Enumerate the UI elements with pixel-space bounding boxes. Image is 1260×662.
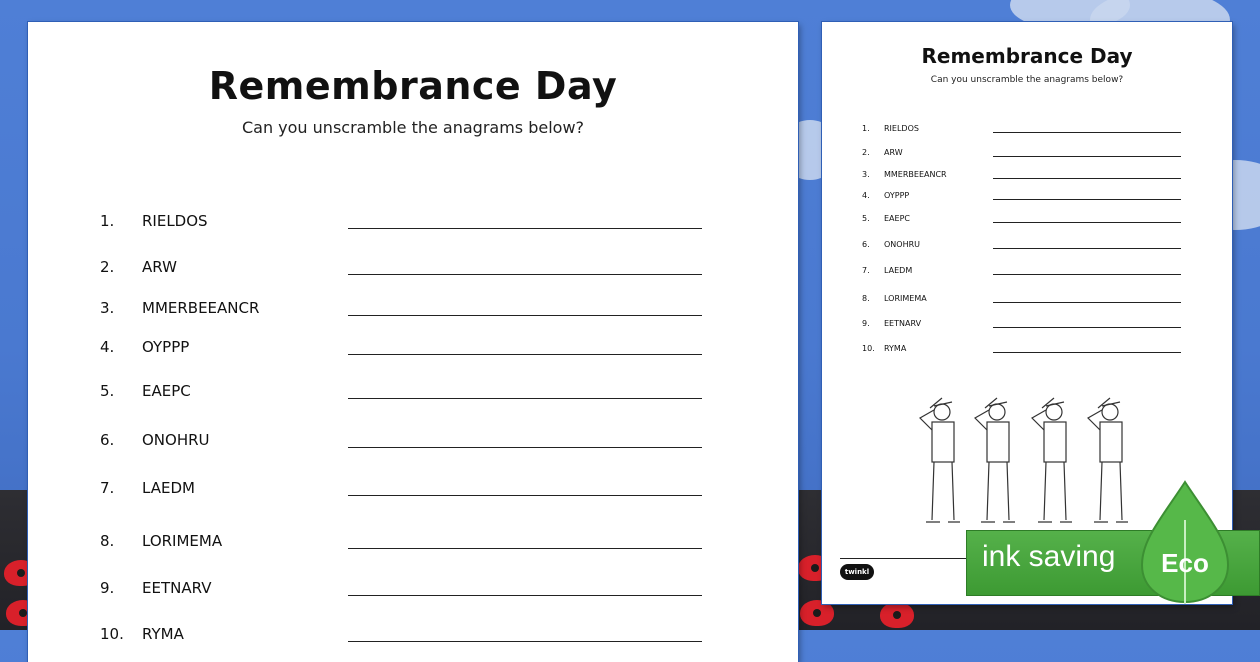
anagram-word: ONOHRU xyxy=(884,240,921,249)
item-number: 6. xyxy=(100,431,115,449)
item-number: 1. xyxy=(100,212,115,230)
anagram-row xyxy=(28,532,798,552)
anagram-word: LAEDM xyxy=(142,479,195,497)
answer-line[interactable] xyxy=(348,315,702,316)
preview-row xyxy=(822,148,1232,168)
anagram-word: MMERBEEANCR xyxy=(884,170,947,179)
preview-row xyxy=(822,266,1232,286)
anagram-row xyxy=(28,258,798,278)
answer-line xyxy=(993,352,1181,353)
preview-subtitle: Can you unscramble the anagrams below? xyxy=(930,75,1124,85)
anagram-row xyxy=(28,431,798,451)
answer-line[interactable] xyxy=(348,274,702,275)
anagram-row xyxy=(28,382,798,402)
answer-line[interactable] xyxy=(348,641,702,642)
preview-row xyxy=(822,319,1232,339)
twinkl-logo: twinkl xyxy=(840,564,874,580)
answer-line[interactable] xyxy=(348,595,702,596)
item-number: 2. xyxy=(862,148,870,157)
item-number: 10. xyxy=(100,625,124,643)
saluting-soldiers-illustration xyxy=(912,390,1142,535)
anagram-word: EAEPC xyxy=(884,214,910,223)
anagram-row xyxy=(28,625,798,645)
soldier-figure xyxy=(1032,398,1072,522)
item-number: 8. xyxy=(100,532,115,550)
anagram-row xyxy=(28,479,798,499)
preview-row xyxy=(822,124,1232,144)
anagram-word: ONOHRU xyxy=(142,431,210,449)
anagram-word: ARW xyxy=(142,258,177,276)
item-number: 7. xyxy=(862,266,870,275)
preview-title: Remembrance Day xyxy=(921,44,1133,68)
item-number: 8. xyxy=(862,294,870,303)
answer-line[interactable] xyxy=(348,548,702,549)
anagram-word: LORIMEMA xyxy=(142,532,223,550)
item-number: 2. xyxy=(100,258,115,276)
answer-line xyxy=(993,199,1181,200)
answer-line xyxy=(993,248,1181,249)
item-number: 4. xyxy=(862,191,870,200)
anagram-word: RIELDOS xyxy=(884,124,919,133)
anagram-word: RIELDOS xyxy=(142,212,208,230)
preview-row xyxy=(822,170,1232,190)
preview-row xyxy=(822,191,1232,211)
item-number: 5. xyxy=(862,214,870,223)
answer-line[interactable] xyxy=(348,495,702,496)
eco-leaf-icon xyxy=(1140,480,1230,605)
soldier-figure xyxy=(1088,398,1128,522)
anagram-word: EAEPC xyxy=(142,382,191,400)
item-number: 7. xyxy=(100,479,115,497)
page-title: Remembrance Day xyxy=(208,64,618,108)
anagram-row xyxy=(28,212,798,232)
poppy xyxy=(880,602,914,628)
anagram-word: EETNARV xyxy=(142,579,212,597)
soldier-figure xyxy=(975,398,1015,522)
anagram-row xyxy=(28,338,798,358)
anagram-word: LAEDM xyxy=(884,266,913,275)
anagram-word: ARW xyxy=(884,148,903,157)
item-number: 4. xyxy=(100,338,115,356)
anagram-word: EETNARV xyxy=(884,319,922,328)
anagram-row xyxy=(28,579,798,599)
answer-line xyxy=(993,302,1181,303)
anagram-word: LORIMEMA xyxy=(884,294,927,303)
item-number: 9. xyxy=(862,319,870,328)
item-number: 1. xyxy=(862,124,870,133)
item-number: 10. xyxy=(862,344,875,353)
answer-line xyxy=(993,156,1181,157)
anagram-word: MMERBEEANCR xyxy=(142,299,260,317)
answer-line[interactable] xyxy=(348,447,702,448)
anagram-word: RYMA xyxy=(884,344,907,353)
page-subtitle: Can you unscramble the anagrams below? xyxy=(241,118,585,137)
preview-row xyxy=(822,240,1232,260)
anagram-row xyxy=(28,299,798,319)
item-number: 6. xyxy=(862,240,870,249)
answer-line xyxy=(993,222,1181,223)
anagram-word: OYPPP xyxy=(142,338,190,356)
item-number: 9. xyxy=(100,579,115,597)
anagram-word: RYMA xyxy=(142,625,184,643)
worksheet-large xyxy=(28,22,798,662)
item-number: 3. xyxy=(100,299,115,317)
item-number: 5. xyxy=(100,382,115,400)
soldier-figure xyxy=(920,398,960,522)
item-number: 3. xyxy=(862,170,870,179)
answer-line xyxy=(993,274,1181,275)
answer-line[interactable] xyxy=(348,398,702,399)
answer-line xyxy=(993,132,1181,133)
answer-line xyxy=(993,327,1181,328)
preview-row xyxy=(822,294,1232,314)
answer-line[interactable] xyxy=(348,354,702,355)
preview-row xyxy=(822,214,1232,234)
anagram-word: OYPPP xyxy=(884,191,910,200)
badge-label: ink saving xyxy=(982,540,1116,573)
answer-line[interactable] xyxy=(348,228,702,229)
preview-row xyxy=(822,344,1232,364)
eco-tag: Eco xyxy=(1161,548,1209,578)
answer-line xyxy=(993,178,1181,179)
